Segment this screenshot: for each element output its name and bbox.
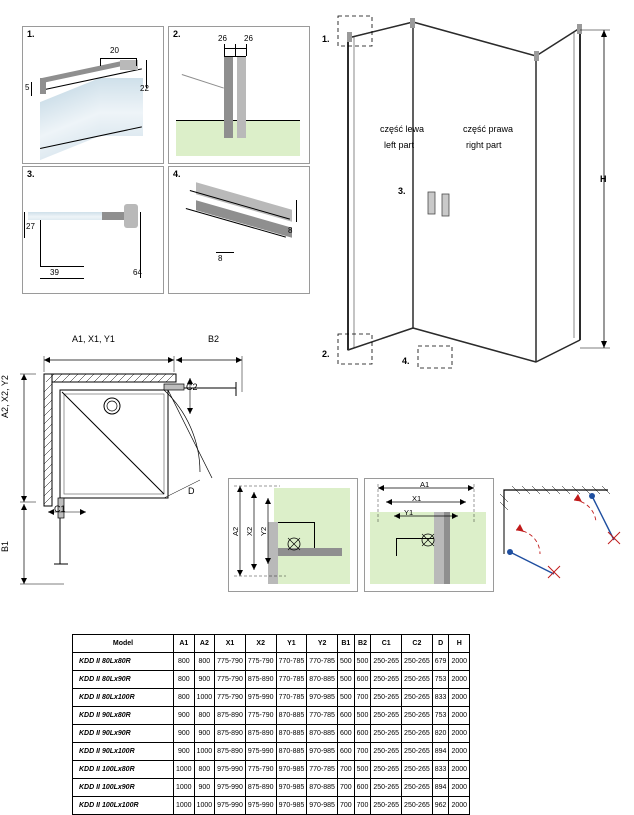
table-cell: 250-265 xyxy=(371,689,402,707)
right-part-label-pl: część prawa xyxy=(463,124,514,134)
table-cell: 753 xyxy=(432,671,449,689)
table-cell: 975-990 xyxy=(245,689,276,707)
table-cell-model: KDD II 100Lx80R xyxy=(73,761,174,779)
detail-3-dim-39: 39 xyxy=(50,268,59,277)
table-cell: 870-885 xyxy=(276,743,307,761)
detail-4-number: 4. xyxy=(173,169,181,179)
detail-view-b-svg xyxy=(364,478,492,590)
detail-4-dim-8b: 8 xyxy=(218,254,223,263)
table-cell: 2000 xyxy=(449,671,470,689)
table-header-cell: Y2 xyxy=(307,635,338,653)
enclosure-3d-view xyxy=(318,10,628,370)
table-cell: 250-265 xyxy=(371,653,402,671)
table-cell: 1000 xyxy=(194,797,215,815)
table-cell: 970-985 xyxy=(307,797,338,815)
table-cell: 700 xyxy=(354,689,371,707)
table-cell: 775-790 xyxy=(215,653,246,671)
table-header-cell: Y1 xyxy=(276,635,307,653)
table-cell: 1000 xyxy=(194,743,215,761)
table-cell: 870-885 xyxy=(276,725,307,743)
plan-label-c2: C2 xyxy=(186,382,198,392)
table-cell: 679 xyxy=(432,653,449,671)
table-cell: 250-265 xyxy=(402,725,433,743)
table-cell-model: KDD II 90Lx80R xyxy=(73,707,174,725)
table-cell: 500 xyxy=(354,707,371,725)
table-cell: 250-265 xyxy=(371,671,402,689)
detail-1-dim5-line xyxy=(31,82,32,96)
left-part-label-pl: część lewa xyxy=(380,124,425,134)
detail-3-handle-knob xyxy=(124,204,138,228)
table-cell: 775-790 xyxy=(245,707,276,725)
table-row xyxy=(73,797,470,815)
detail-view-b-label-y1: Y1 xyxy=(404,508,414,517)
table-row xyxy=(73,653,470,671)
table-cell: 900 xyxy=(174,707,195,725)
detail-1-dim-5: 5 xyxy=(25,83,30,92)
detail-2-dim-26a: 26 xyxy=(218,34,227,43)
table-cell: 975-990 xyxy=(215,761,246,779)
plan-label-b1: B1 xyxy=(0,540,10,552)
enclosure-height-label: H xyxy=(600,174,607,184)
table-row xyxy=(73,779,470,797)
table-cell: 970-985 xyxy=(307,689,338,707)
table-cell: 1000 xyxy=(174,761,195,779)
table-cell: 2000 xyxy=(449,743,470,761)
detail-4-dim8a-ext xyxy=(296,200,297,222)
table-cell: 2000 xyxy=(449,689,470,707)
table-cell: 900 xyxy=(194,779,215,797)
table-cell: 250-265 xyxy=(402,707,433,725)
table-header-cell: D xyxy=(432,635,449,653)
detail-3-handle-shaft xyxy=(102,212,126,220)
table-cell: 875-890 xyxy=(245,725,276,743)
table-cell: 2000 xyxy=(449,653,470,671)
table-row xyxy=(73,689,470,707)
detail-1-dim-20: 20 xyxy=(110,46,119,55)
table-row xyxy=(73,725,470,743)
table-cell: 250-265 xyxy=(402,743,433,761)
plan-label-b2: B2 xyxy=(208,334,220,344)
table-header-cell: C1 xyxy=(371,635,402,653)
detail-3-dim-27: 27 xyxy=(26,222,35,231)
table-cell: 775-790 xyxy=(245,761,276,779)
detail-view-a-label-x2: X2 xyxy=(245,526,254,536)
table-cell: 975-990 xyxy=(215,779,246,797)
table-cell: 894 xyxy=(432,779,449,797)
table-cell: 800 xyxy=(174,671,195,689)
table-cell: 2000 xyxy=(449,725,470,743)
table-cell: 770-785 xyxy=(307,707,338,725)
table-cell: 700 xyxy=(337,797,354,815)
detail-view-b-label-a1: A1 xyxy=(420,480,430,489)
table-header-cell: A1 xyxy=(174,635,195,653)
table-cell: 770-785 xyxy=(307,653,338,671)
table-cell: 900 xyxy=(194,725,215,743)
table-cell: 800 xyxy=(194,653,215,671)
table-cell: 600 xyxy=(354,671,371,689)
detail-3-dim-64: 64 xyxy=(133,268,142,277)
table-cell-model: KDD II 80Lx100R xyxy=(73,689,174,707)
detail-2-ext-2 xyxy=(235,44,236,56)
plan-view xyxy=(14,352,254,604)
detail-view-b-label-x1: X1 xyxy=(412,494,422,503)
table-cell: 500 xyxy=(337,653,354,671)
table-cell: 820 xyxy=(432,725,449,743)
table-cell-model: KDD II 80Lx80R xyxy=(73,653,174,671)
door-swing-diagram xyxy=(496,478,628,602)
table-cell: 600 xyxy=(337,707,354,725)
table-cell: 900 xyxy=(174,743,195,761)
table-cell: 250-265 xyxy=(402,779,433,797)
door-swing-svg xyxy=(496,478,628,602)
table-cell: 600 xyxy=(354,779,371,797)
table-cell-model: KDD II 90Lx90R xyxy=(73,725,174,743)
enclosure-callout-4: 4. xyxy=(402,356,410,366)
detail-2-ext-3 xyxy=(246,44,247,56)
enclosure-callout-1: 1. xyxy=(322,34,330,44)
table-cell: 875-890 xyxy=(245,779,276,797)
table-cell: 700 xyxy=(337,761,354,779)
table-cell: 500 xyxy=(337,671,354,689)
table-cell: 700 xyxy=(337,779,354,797)
table-header-row xyxy=(73,635,470,653)
table-header-cell: A2 xyxy=(194,635,215,653)
detail-1-leader-3 xyxy=(136,58,137,66)
table-cell: 700 xyxy=(354,797,371,815)
detail-view-a-label-a2: A2 xyxy=(231,526,240,536)
table-cell: 500 xyxy=(337,689,354,707)
table-cell: 1000 xyxy=(174,779,195,797)
table-cell: 250-265 xyxy=(371,797,402,815)
detail-3-plate-h xyxy=(40,266,84,267)
table-cell: 250-265 xyxy=(402,761,433,779)
table-cell: 970-985 xyxy=(276,779,307,797)
table-header-cell: X1 xyxy=(215,635,246,653)
table-cell: 775-790 xyxy=(215,689,246,707)
table-row xyxy=(73,671,470,689)
table-cell-model: KDD II 100Lx100R xyxy=(73,797,174,815)
table-cell: 500 xyxy=(354,653,371,671)
detail-3-dim39-line xyxy=(40,278,84,279)
enclosure-callout-3: 3. xyxy=(398,186,406,196)
table-cell: 875-890 xyxy=(215,743,246,761)
specification-table xyxy=(72,634,470,815)
table-header-cell: H xyxy=(449,635,470,653)
table-cell: 770-785 xyxy=(276,653,307,671)
table-cell: 800 xyxy=(194,761,215,779)
table-cell: 970-985 xyxy=(307,743,338,761)
table-cell: 250-265 xyxy=(371,707,402,725)
table-cell-model: KDD II 100Lx90R xyxy=(73,779,174,797)
detail-2-profile-left xyxy=(224,56,233,138)
table-cell: 600 xyxy=(354,725,371,743)
detail-3-dim27-ext xyxy=(24,212,25,238)
table-cell: 970-985 xyxy=(276,761,307,779)
table-cell: 875-890 xyxy=(215,725,246,743)
table-cell: 250-265 xyxy=(402,671,433,689)
table-cell: 2000 xyxy=(449,779,470,797)
table-cell: 250-265 xyxy=(371,725,402,743)
table-cell: 800 xyxy=(174,653,195,671)
table-cell: 250-265 xyxy=(371,761,402,779)
detail-1-leader-2 xyxy=(100,58,101,66)
detail-3-number: 3. xyxy=(27,169,35,179)
table-cell: 2000 xyxy=(449,761,470,779)
plan-label-d: D xyxy=(188,486,195,496)
detail-1-dim-22: 22 xyxy=(140,84,149,93)
table-cell: 250-265 xyxy=(371,743,402,761)
table-cell: 2000 xyxy=(449,707,470,725)
left-part-label-en: left part xyxy=(384,140,415,150)
table-row xyxy=(73,761,470,779)
detail-2-ext-1 xyxy=(224,44,225,56)
table-cell: 900 xyxy=(194,671,215,689)
enclosure-callout-2: 2. xyxy=(322,349,330,359)
table-cell: 900 xyxy=(174,725,195,743)
table-row xyxy=(73,743,470,761)
detail-2-dim-26b: 26 xyxy=(244,34,253,43)
table-header-cell: C2 xyxy=(402,635,433,653)
detail-1-leader-1 xyxy=(100,58,136,59)
table-cell: 870-885 xyxy=(307,725,338,743)
table-cell: 250-265 xyxy=(371,779,402,797)
table-cell: 870-885 xyxy=(276,707,307,725)
table-cell: 800 xyxy=(174,689,195,707)
detail-3-glass xyxy=(28,212,102,220)
table-cell: 600 xyxy=(337,743,354,761)
table-cell: 770-785 xyxy=(307,761,338,779)
detail-2-number: 2. xyxy=(173,29,181,39)
table-cell: 894 xyxy=(432,743,449,761)
detail-4-dim8b-line xyxy=(216,252,234,253)
table-cell: 875-890 xyxy=(245,671,276,689)
table-cell: 500 xyxy=(354,761,371,779)
right-part-label-en: right part xyxy=(466,140,502,150)
table-row xyxy=(73,707,470,725)
table-cell-model: KDD II 90Lx100R xyxy=(73,743,174,761)
detail-view-b-dims xyxy=(364,478,492,590)
table-cell: 775-790 xyxy=(245,653,276,671)
table-cell: 975-990 xyxy=(215,797,246,815)
detail-3-frame xyxy=(22,166,164,294)
table-cell: 600 xyxy=(337,725,354,743)
plan-label-a1x1y1: A1, X1, Y1 xyxy=(72,334,115,344)
table-cell: 770-785 xyxy=(276,671,307,689)
detail-2-profile-right xyxy=(237,56,246,138)
enclosure-svg xyxy=(318,10,628,370)
detail-1-number: 1. xyxy=(27,29,35,39)
plan-label-a2x2y2: A2, X2, Y2 xyxy=(0,375,10,418)
table-cell: 753 xyxy=(432,707,449,725)
table-cell: 1000 xyxy=(194,689,215,707)
table-cell: 700 xyxy=(354,743,371,761)
table-cell: 770-785 xyxy=(276,689,307,707)
plan-svg xyxy=(14,352,254,604)
table-cell-model: KDD II 80Lx90R xyxy=(73,671,174,689)
detail-3-plate-v xyxy=(40,220,41,266)
table-header-cell: X2 xyxy=(245,635,276,653)
table-cell: 800 xyxy=(194,707,215,725)
table-cell: 975-990 xyxy=(245,797,276,815)
table-cell: 775-790 xyxy=(215,671,246,689)
table-cell: 250-265 xyxy=(402,689,433,707)
table-cell: 870-885 xyxy=(307,671,338,689)
table-header-cell: B1 xyxy=(337,635,354,653)
table-header-cell: Model xyxy=(73,635,174,653)
table-cell: 250-265 xyxy=(402,653,433,671)
detail-1-bracket-foot xyxy=(40,78,46,94)
table-header-cell: B2 xyxy=(354,635,371,653)
table-cell: 2000 xyxy=(449,797,470,815)
table-cell: 875-890 xyxy=(215,707,246,725)
table-cell: 962 xyxy=(432,797,449,815)
detail-view-a-label-y2: Y2 xyxy=(259,526,268,536)
table-cell: 970-985 xyxy=(276,797,307,815)
table-cell: 870-885 xyxy=(307,779,338,797)
plan-label-c1: C1 xyxy=(54,504,66,514)
detail-4-dim-8a: 8 xyxy=(288,226,293,235)
table-cell: 833 xyxy=(432,689,449,707)
table-cell: 250-265 xyxy=(402,797,433,815)
table-cell: 975-990 xyxy=(245,743,276,761)
table-cell: 833 xyxy=(432,761,449,779)
table-cell: 1000 xyxy=(174,797,195,815)
detail-2-profile-top xyxy=(224,56,246,57)
